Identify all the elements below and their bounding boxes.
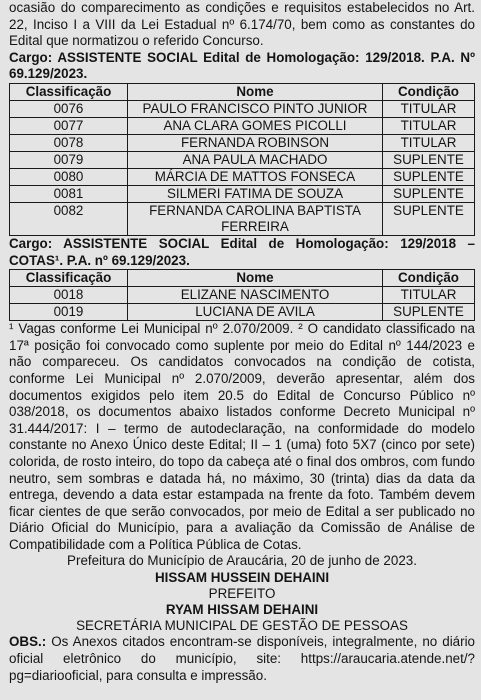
table-header-row	[10, 83, 475, 100]
cell-class: 0082	[10, 202, 128, 235]
cell-class: 0077	[10, 117, 128, 134]
cell-name: FERNANDA CAROLINA BAPTISTA FERREIRA	[128, 202, 383, 235]
cell-name: FERNANDA ROBINSON	[128, 134, 383, 151]
table-row	[10, 202, 475, 235]
cell-class: 0019	[10, 304, 128, 321]
header-condicao: Condição	[383, 270, 475, 287]
cell-class: 0018	[10, 287, 128, 304]
cell-name: ANA CLARA GOMES PICOLLI	[128, 117, 383, 134]
section2-title: Cargo: ASSISTENTE SOCIAL Edital de Homologação: 129/2018 – COTAS¹. P.A. nº 69.129/2023.	[9, 235, 475, 268]
cell-class: 0080	[10, 168, 128, 185]
header-classificacao: Classificação	[10, 270, 128, 287]
signatory-role-2: SECRETÁRIA MUNICIPAL DE GESTÃO DE PESSOAS	[76, 618, 408, 634]
cell-cond: SUPLENTE	[383, 168, 475, 185]
signatory-name-2: RYAM HISSAM DEHAINI	[165, 602, 319, 618]
table-row	[10, 134, 475, 151]
table-row	[10, 100, 475, 117]
cell-name: LUCIANA DE AVILA	[128, 304, 383, 321]
table-row	[10, 304, 475, 321]
header-condicao: Condição	[383, 83, 475, 100]
cell-cond: SUPLENTE	[383, 304, 475, 321]
cell-cond: TITULAR	[383, 117, 475, 134]
cell-class: 0081	[10, 185, 128, 202]
cell-cond: SUPLENTE	[383, 185, 475, 202]
cell-name: SILMERI FATIMA DE SOUZA	[128, 185, 383, 202]
cell-class: 0079	[10, 151, 128, 168]
cell-cond: SUPLENTE	[383, 202, 475, 235]
signature-block	[9, 553, 475, 634]
cell-cond: SUPLENTE	[383, 151, 475, 168]
table-header-row	[10, 270, 475, 287]
place-date: Prefeitura do Município de Araucária, 20 de junho de 2023.	[67, 553, 417, 569]
table-row	[10, 168, 475, 185]
obs-text: Os Anexos citados encontram-se disponíveis, integralmente, no diário oficial eletrônico do município, site: https://araucaria.atende.net/?pg=diariooficial, para consulta e impressão.	[9, 634, 475, 683]
section1-title: Cargo: ASSISTENTE SOCIAL Edital de Homologação: 129/2018. P.A. Nº 69.129/2023.	[9, 49, 475, 82]
signatory-role-1: PREFEITO	[208, 585, 276, 601]
notes-paragraph: ¹ Vagas conforme Lei Municipal nº 2.070/2009. ² O candidato classificado na 17ª posição foi convocado como suplente por meio do Edital nº 144/2023 e não compareceu. Os candidatos convocados na condição de cotista, conforme Lei Municipal nº 2.070/2009, deverão apresentar, além dos documentos exigidos pelo item 20.5 do Edital de Concurso Público nº 038/2018, os documentos abaixo listados conforme Decreto Municipal nº 31.444/2017: I – termo de autodeclaração, na conformidade do modelo constante no Anexo Único deste Edital; II – 1 (uma) foto 5X7 (cinco por sete) colorida, de rosto inteiro, do topo da cabeça até o final dos ombros, com fundo neutro, sem sombras e datada há, no máximo, 30 (trinta) dias da data da entrega, devendo a data estar estampada na frente da foto. Também devem ficar cientes de que serão convocados, por meio de Edital a ser publicado no Diário Oficial do Município, para a avaliação da Comissão de Análise de Compatibilidade com a Política Pública de Cotas.	[9, 321, 475, 552]
cell-cond: TITULAR	[383, 100, 475, 117]
table-row	[10, 185, 475, 202]
cell-cond: TITULAR	[383, 134, 475, 151]
signatory-name-1: HISSAM HUSSEIN DEHAINI	[154, 569, 330, 585]
obs-label: OBS.:	[9, 634, 47, 650]
cell-class: 0076	[10, 100, 128, 117]
header-nome: Nome	[128, 270, 383, 287]
candidates-table-1	[9, 83, 475, 236]
cell-name: MÁRCIA DE MATTOS FONSECA	[128, 168, 383, 185]
obs-paragraph	[9, 634, 475, 684]
cell-name: ELIZANE NASCIMENTO	[128, 287, 383, 304]
candidates-table-2	[9, 269, 475, 321]
cell-class: 0078	[10, 134, 128, 151]
table-row	[10, 287, 475, 304]
header-classificacao: Classificação	[10, 83, 128, 100]
cell-name: ANA PAULA MACHADO	[128, 151, 383, 168]
intro-paragraph: ocasião do comparecimento as condições e requisitos estabelecidos no Art. 22, Inciso I a VIII da Lei Estadual nº 6.174/70, bem como as constantes do Edital que normatizou o referido Concurso.	[9, 0, 475, 49]
table-row	[10, 151, 475, 168]
header-nome: Nome	[128, 83, 383, 100]
table-row	[10, 117, 475, 134]
cell-cond: TITULAR	[383, 287, 475, 304]
cell-name: PAULO FRANCISCO PINTO JUNIOR	[128, 100, 383, 117]
